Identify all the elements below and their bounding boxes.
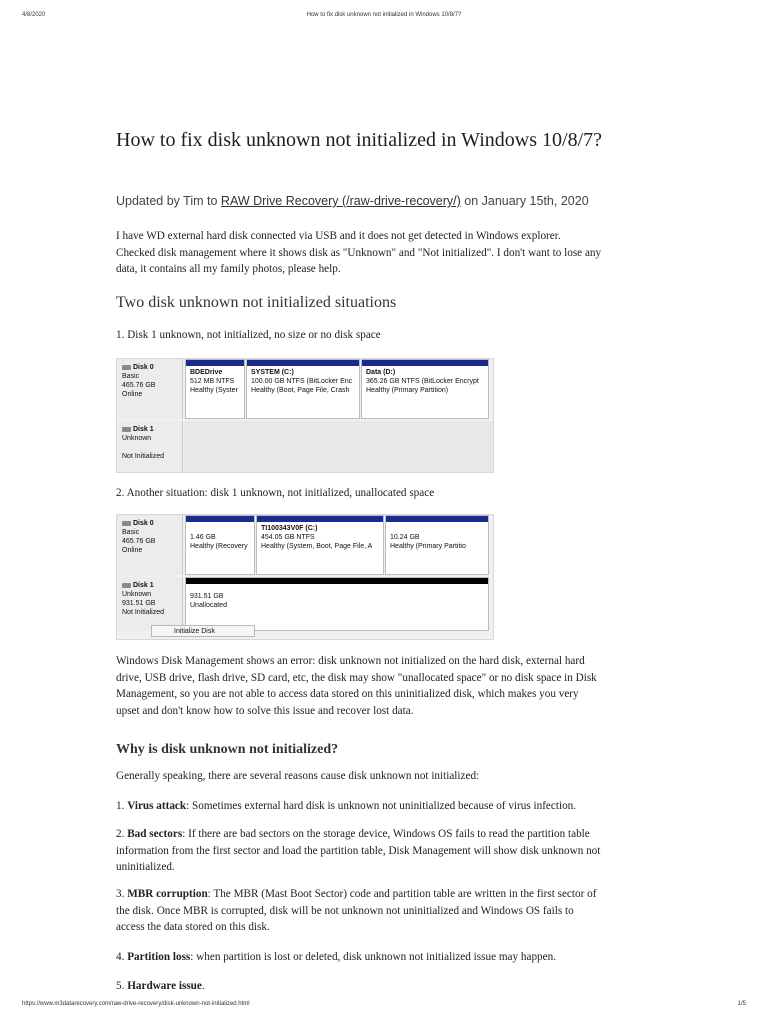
byline	[116, 194, 589, 208]
disk1-empty-area	[184, 421, 493, 472]
disk-management-screenshot-2	[116, 514, 494, 640]
byline-prefix: Updated by Tim to	[116, 194, 221, 208]
disk-management-screenshot-1	[116, 358, 494, 473]
print-header	[0, 12, 768, 22]
intro-paragraph: I have WD external hard disk connected via USB and it does not get detected in Windows explorer. Checked disk management where it shows disk as "Unknown" and "Not initialized". I don't want to lose any data, it contains all my family photos, please help.	[116, 230, 602, 275]
reason-hardware-issue: 5. Hardware issue.	[116, 980, 205, 992]
article-title: How to fix disk unknown not initialized in Windows 10/8/7?	[116, 129, 603, 151]
print-date: 4/8/2020	[22, 12, 46, 18]
unallocated-space: 931.51 GB Unallocated	[185, 577, 489, 631]
partition-ti100343v0f-c: TI100343V0F (C:) 454.05 GB NTFS Healthy (System, Boot, Page File, A	[256, 515, 384, 575]
reason-bad-sectors: 2. Bad sectors: If there are bad sectors on the storage device, Windows OS fails to read the partition table information from the first sector and load the partition table, Disk Management will show disk unknown not uninitialized.	[116, 828, 601, 873]
byline-date: on January 15th, 2020	[460, 194, 589, 208]
disk1-row	[117, 577, 493, 631]
disk-icon	[122, 583, 131, 588]
reason-virus-attack: 1. Virus attack: Sometimes external hard disk is unknown not uninitialized because of virus infection.	[116, 800, 577, 812]
print-url: https://www.m3datarecovery.com/raw-drive-recovery/disk-unknown-not-initialized.html	[22, 1001, 250, 1007]
print-footer	[0, 1001, 768, 1011]
partition-recovery: 1.46 GB Healthy (Recovery	[185, 515, 255, 575]
explanation-paragraph: Windows Disk Management shows an error: disk unknown not initialized on the hard disk, external hard drive, USB drive, flash drive, SD card, etc, the disk may show "unallocated space" or no disk space in Disk Management, so you are not able to access data stored on this uninitialized disk, which makes you very upset and don't know how to solve this issue and recover lost data.	[116, 655, 597, 717]
disk-icon	[122, 521, 131, 526]
disk1-label: Disk 1 Unknown Not Initialized	[117, 421, 183, 472]
disk1-label: Disk 1 Unknown 931.51 GB Not Initialized	[117, 577, 183, 631]
disk-icon	[122, 365, 131, 370]
disk1-row	[117, 421, 493, 472]
section-heading: Two disk unknown not initialized situations	[116, 294, 397, 311]
partition-data-d: Data (D:) 365.26 GB NTFS (BitLocker Encrypt Healthy (Primary Partition)	[361, 359, 489, 419]
disk0-label: Disk 0 Basic 465.76 GB Online	[117, 359, 183, 419]
disk0-row	[117, 359, 493, 419]
category-link[interactable]: RAW Drive Recovery (/raw-drive-recovery/)	[220, 194, 461, 208]
why-heading: Why is disk unknown not initialized?	[116, 742, 339, 757]
print-page-title: How to fix disk unknown not initialized in Windows 10/8/7?	[306, 12, 462, 18]
partition-primary: 10.24 GB Healthy (Primary Partitio	[385, 515, 489, 575]
disk0-label: Disk 0 Basic 465.76 GB Online	[117, 515, 183, 575]
reason-partition-loss: 4. Partition loss: when partition is lost or deleted, disk unknown not initialized issue may happen.	[116, 951, 556, 963]
reason-mbr-corruption: 3. MBR corruption: The MBR (Mast Boot Sector) code and partition table are written in the first sector of the disk. Once MBR is corrupted, disk will be not unknown not uninitialized and Windows OS fails to access the data stored on this disk.	[116, 888, 597, 933]
general-reasons-intro: Generally speaking, there are several reasons cause disk unknown not initialized:	[116, 770, 480, 782]
disk-icon	[122, 427, 131, 432]
initialize-disk-menu-item[interactable]: Initialize Disk	[151, 625, 255, 637]
case-1-caption: 1. Disk 1 unknown, not initialized, no size or no disk space	[116, 329, 381, 341]
article-header	[116, 126, 602, 155]
partition-bdedrive: BDEDrive 512 MB NTFS Healthy (Syster	[185, 359, 245, 419]
case-2-caption: 2. Another situation: disk 1 unknown, not initialized, unallocated space	[116, 487, 435, 499]
partition-system-c: SYSTEM (C:) 100.00 GB NTFS (BitLocker Enc Healthy (Boot, Page File, Crash	[246, 359, 360, 419]
print-page-number: 1/5	[737, 1001, 746, 1007]
disk0-row	[117, 515, 493, 575]
